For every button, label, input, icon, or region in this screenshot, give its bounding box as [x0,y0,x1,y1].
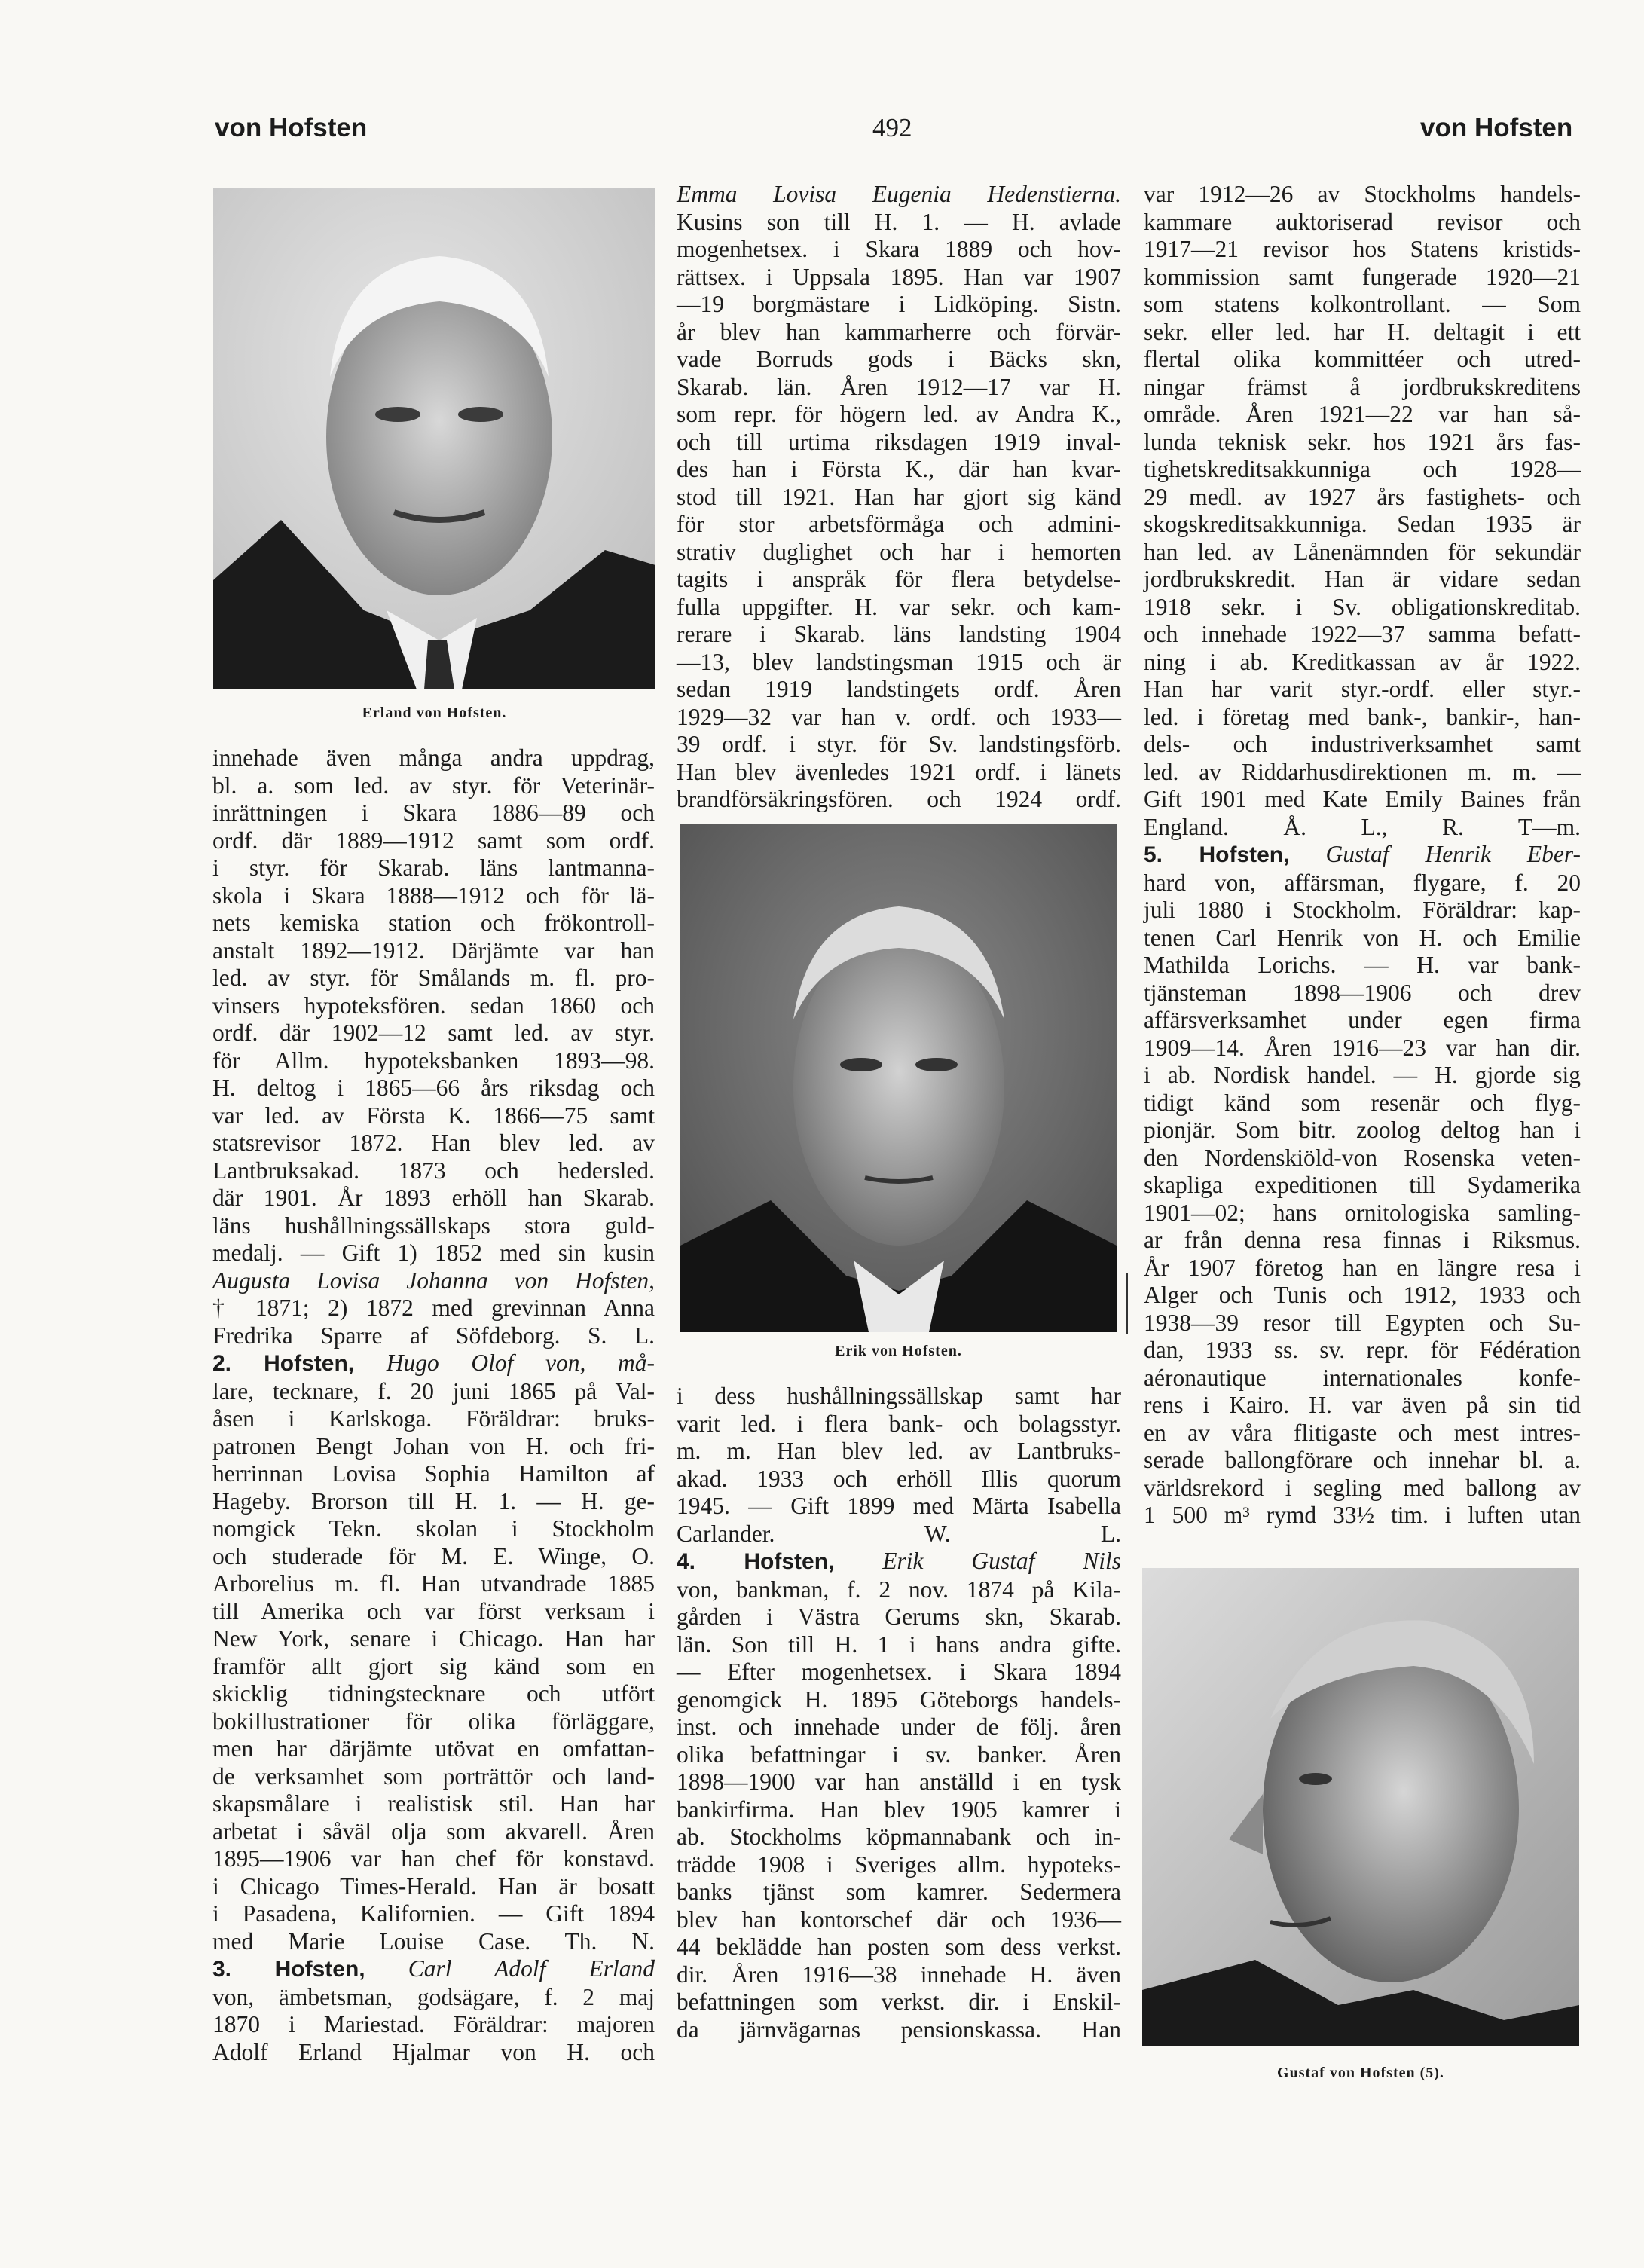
text-line: Skarab. län. Åren 1912—17 var H. [677,373,1121,400]
text-line: befattningen som verkst. dir. i Enskil- [677,1988,1121,2015]
text-line: skicklig tidningstecknare och utfört [212,1680,655,1707]
text-line: med Marie Louise Case. Th. N. [212,1927,655,1955]
text-line: Emma Lovisa Eugenia Hedenstierna. [677,181,1121,207]
text-line: innehade även många andra uppdrag, [212,744,655,771]
text-line: han led. av Lånenämnden för sekundär [1144,538,1581,565]
text-line: den Nordenskiöld-von Rosenska veten- [1144,1144,1581,1171]
text-line: anstalt 1892—1912. Därjämte var han [212,937,655,964]
text-line: jordbrukskredit. Han är vidare sedan [1144,566,1581,592]
text-line: serade ballongförare och innehar bl. a. [1144,1447,1581,1473]
text-line: bankirfirma. Han blev 1905 kamrer i [677,1796,1121,1823]
text-line: banks tjänst som kamrer. Sedermera [677,1878,1121,1905]
text-line: da järnvägarnas pensionskassa. Han [677,2016,1121,2043]
text-line: skola i Skara 1888—1912 och för lä- [212,882,655,909]
text-line: dels- och industriverksamhet samt [1144,731,1581,757]
text-line: som repr. för högern led. av Andra K., [677,401,1121,427]
text-line: i Chicago Times-Herald. Han är bosatt [212,1872,655,1900]
text-line: 1909—14. Åren 1916—23 var han dir. [1144,1034,1581,1061]
text-line: skapliga expeditionen till Sydamerika [1144,1172,1581,1198]
text-line: Gift 1901 med Kate Emily Baines från [1144,786,1581,812]
text-line: var led. av Första K. 1866—75 samt [212,1102,655,1129]
text-line: Adolf Erland Hjalmar von H. och [212,2038,655,2065]
text-line: år blev han kammarherre och förvär- [677,318,1121,345]
text-line: och innehade 1922—37 samma befatt- [1144,621,1581,647]
text-line: världsrekord i segling med ballong av [1144,1474,1581,1501]
text-line: brandförsäkringsfören. och 1924 ordf. [677,786,1121,812]
text-column-3 [1144,181,1581,1530]
text-line: ning i ab. Kreditkassan av år 1922. [1144,648,1581,675]
entry-number: 2. Hofsten, [212,1351,355,1376]
text-line: lunda teknisk sekr. hos 1921 års fas- [1144,428,1581,455]
text-line: område. Åren 1921—22 var han så- [1144,401,1581,427]
text-line: medalj. — Gift 1) 1852 med sin kusin [212,1239,655,1266]
text-line: rättsex. i Uppsala 1895. Han var 1907 [677,263,1121,290]
photo-caption-erland: Erland von Hofsten. [362,705,507,721]
text-line: herrinnan Lovisa Sophia Hamilton af [212,1460,655,1487]
portrait-photo-erik [680,824,1117,1332]
entry-name: Hugo Olof von, må- [354,1349,655,1376]
text-line: H. deltog i 1865—66 års riksdag och [212,1074,655,1101]
text-line: tidigt känd som resenär och flyg- [1144,1089,1581,1116]
text-line: i ab. Nordisk handel. — H. gjorde sig [1144,1062,1581,1088]
running-header-right: von Hofsten [1420,113,1573,142]
text-line: genomgick H. 1895 Göteborgs handels- [677,1686,1121,1713]
entry-heading-5 [1144,841,1581,870]
text-line: 1938—39 resor till Egypten och Su- [1144,1309,1581,1336]
entry-name: Carl Adolf Erland [365,1955,655,1982]
text-line: ar från denna resa finnas i Riksmus. [1144,1227,1581,1253]
page-number: 492 [872,113,912,142]
text-line: Han har varit styr.-ordf. eller styr.- [1144,676,1581,702]
text-line: —19 borgmästare i Lidköping. Sistn. [677,291,1121,317]
text-line: blev han kontorschef där och 1936— [677,1906,1121,1933]
text-line: dir. Åren 1916—38 innehade H. även [677,1961,1121,1988]
text-line: led. i företag med bank-, bankir-, han- [1144,703,1581,730]
margin-rule [1126,1273,1128,1334]
portrait-photo-erland [213,188,655,689]
text-line: för stor arbetsförmåga och admini- [677,511,1121,537]
entry-number: 4. Hofsten, [677,1549,835,1574]
text-line: Alger och Tunis och 1912, 1933 och [1144,1282,1581,1308]
text-line: År 1907 företog han en längre resa i [1144,1254,1581,1281]
text-line: 44 beklädde han posten som dess verkst. [677,1933,1121,1960]
text-line: led. av Riddarhusdirektionen m. m. — [1144,758,1581,785]
text-line: en av våra flitigaste och mest intres- [1144,1419,1581,1446]
text-line: tenen Carl Henrik von H. och Emilie [1144,924,1581,951]
text-line: des han i Första K., där han kvar- [677,456,1121,482]
text-line: Fredrika Sparre af Söfdeborg. S. L. [212,1322,655,1349]
text-line: olika befattningar i sv. banker. Åren [677,1741,1121,1768]
text-line: tighetskreditsakkunniga och 1928— [1144,456,1581,482]
text-line: 1929—32 var han v. ordf. och 1933— [677,703,1121,730]
entry-heading-4 [677,1548,1121,1576]
text-line: 1895—1906 var han chef för konstavd. [212,1845,655,1872]
text-line: Lantbruksakad. 1873 och hedersled. [212,1157,655,1184]
entry-name: Erik Gustaf Nils [834,1548,1121,1574]
text-line: akad. 1933 och erhöll Illis quorum [677,1465,1121,1492]
text-line: Han blev ävenledes 1921 ordf. i länets [677,758,1121,785]
text-line: för Allm. hypoteksbanken 1893—98. [212,1047,655,1074]
text-line: vade Borruds gods i Bäcks skn, [677,346,1121,372]
text-line: affärsverksamhet under egen firma [1144,1007,1581,1033]
text-line: m. m. Han blev led. av Lantbruks- [677,1438,1121,1464]
text-line: där 1901. År 1893 erhöll han Skarab. [212,1184,655,1211]
text-line: län. Son till H. 1 i hans andra gifte. [677,1631,1121,1658]
text-line: 1901—02; hans ornitologiska samling- [1144,1199,1581,1226]
text-line: 1917—21 revisor hos Statens kristids- [1144,236,1581,262]
text-line: arbetat i såväl olja som akvarell. Åren [212,1817,655,1845]
text-line: tjänsteman 1898—1906 och drev [1144,979,1581,1006]
running-header-left: von Hofsten [215,113,368,142]
text-line: aéronautique internationales konfe- [1144,1364,1581,1391]
text-line: Kusins son till H. 1. — H. avlade [677,208,1121,235]
portrait-photo-gustaf [1142,1568,1579,2046]
text-line: — Efter mogenhetsex. i Skara 1894 [677,1658,1121,1685]
text-line: 1898—1900 var han anställd i en tysk [677,1768,1121,1795]
text-line: strativ duglighet och har i hemorten [677,538,1121,565]
text-line: rerare i Skarab. läns landsting 1904 [677,621,1121,647]
text-line: von, bankman, f. 2 nov. 1874 på Kila- [677,1576,1121,1603]
text-line: inst. och innehade under de följ. åren [677,1713,1121,1740]
text-line: gården i Västra Gerums skn, Skarab. [677,1603,1121,1630]
text-line: von, ämbetsman, godsägare, f. 2 maj [212,1983,655,2010]
text-line: i dess hushållningssällskap samt har [677,1383,1121,1409]
text-line: 29 medl. av 1927 års fastighets- och [1144,483,1581,510]
entry-name: Gustaf Henrik Eber- [1289,841,1581,867]
text-line: dan, 1933 ss. sv. repr. för Fédération [1144,1337,1581,1363]
text-line: Carlander. W. L. [677,1520,1121,1547]
text-line: pionjär. Som bitr. zoolog deltog han i [1144,1117,1581,1143]
text-line: ningar främst å jordbrukskreditens [1144,373,1581,400]
entry-number: 5. Hofsten, [1144,842,1290,867]
text-line: bokillustrationer för olika förläggare, [212,1707,655,1735]
text-line: —13, blev landstingsman 1915 och är [677,648,1121,675]
text-line: men har därjämte utövat en omfattan- [212,1735,655,1762]
text-line: trädde 1908 i Sveriges allm. hypoteks- [677,1851,1121,1878]
text-line: i styr. för Skarab. läns lantmanna- [212,854,655,881]
text-line: 1 500 m³ rymd 33½ tim. i luften utan [1144,1502,1581,1528]
text-line: skogskreditsakkunniga. Sedan 1935 är [1144,511,1581,537]
text-line: de verksamhet som porträttör och land- [212,1762,655,1790]
text-line: England. Å. L., R. T—m. [1144,813,1581,840]
text-line: läns hushållningssällskaps stora guld- [212,1212,655,1239]
text-line: Mathilda Lorichs. — H. var bank- [1144,952,1581,978]
text-line: Augusta Lovisa Johanna von Hofsten, [212,1267,655,1294]
entry-heading-2 [212,1349,655,1378]
text-line: framför allt gjort sig känd som en [212,1652,655,1680]
text-line: lare, tecknare, f. 20 juni 1865 på Val- [212,1377,655,1405]
text-line: kommission samt fungerade 1920—21 [1144,263,1581,290]
text-line: flertal olika kommittéer och utred- [1144,346,1581,372]
text-line: sedan 1919 landstingets ordf. Åren [677,676,1121,702]
text-line: led. av styr. för Smålands m. fl. pro- [212,964,655,991]
text-line: vinsers hypoteksfören. sedan 1860 och [212,992,655,1019]
text-line: 1945. — Gift 1899 med Märta Isabella [677,1493,1121,1519]
text-line: ordf. där 1889—1912 samt som ordf. [212,827,655,854]
text-line: 1918 sekr. i Sv. obligationskreditab. [1144,593,1581,620]
text-line: kammare auktoriserad revisor och [1144,208,1581,235]
text-line: och studerade för M. E. Winge, O. [212,1542,655,1570]
text-line: Arborelius m. fl. Han utvandrade 1885 [212,1570,655,1597]
text-line: patronen Bengt Johan von H. och fri- [212,1432,655,1460]
text-line: sekr. eller led. har H. deltagit i ett [1144,318,1581,345]
text-line: rens i Kairo. H. var även på sin tid [1144,1392,1581,1418]
text-line: statsrevisor 1872. Han blev led. av [212,1129,655,1156]
text-line: hard von, affärsman, flygare, f. 20 [1144,869,1581,896]
photo-caption-erik: Erik von Hofsten. [835,1343,962,1359]
text-column-2-lower [677,1383,1121,2043]
text-line: 39 ordf. i styr. för Sv. landstingsförb. [677,731,1121,757]
text-line: åsen i Karlskoga. Föräldrar: bruks- [212,1405,655,1432]
text-line: inrättningen i Skara 1886—89 och [212,799,655,826]
text-line: skapsmålare i realistisk stil. Han har [212,1790,655,1817]
text-column-2 [677,181,1121,814]
text-line: bl. a. som led. av styr. för Veterinär- [212,772,655,799]
entry-heading-3 [212,1955,655,1984]
text-line: New York, senare i Chicago. Han har [212,1625,655,1652]
text-column-1 [212,744,655,2066]
entry-number: 3. Hofsten, [212,1957,365,1982]
text-line: nets kemiska station och frökontroll- [212,909,655,936]
text-line: varit led. i flera bank- och bolagsstyr. [677,1410,1121,1437]
photo-caption-gustaf: Gustaf von Hofsten (5). [1277,2065,1444,2081]
text-line: nomgick Tekn. skolan i Stockholm [212,1515,655,1542]
text-line: 1870 i Mariestad. Föräldrar: majoren [212,2011,655,2037]
text-line: stod till 1921. Han har gjort sig känd [677,483,1121,510]
text-line: var 1912—26 av Stockholms handels- [1144,181,1581,207]
text-line: ordf. där 1902—12 samt led. av styr. [212,1019,655,1046]
text-line: Hageby. Brorson till H. 1. — H. ge- [212,1487,655,1515]
text-line: mogenhetsex. i Skara 1889 och hov- [677,236,1121,262]
text-line: † 1871; 2) 1872 med grevinnan Anna [212,1294,655,1321]
text-line: till Amerika och var först verksam i [212,1597,655,1625]
text-line: juli 1880 i Stockholm. Föräldrar: kap- [1144,897,1581,923]
text-line: som statens kolkontrollant. — Som [1144,291,1581,317]
text-line: i Pasadena, Kalifornien. — Gift 1894 [212,1900,655,1927]
text-line: och till urtima riksdagen 1919 inval- [677,428,1121,455]
text-line: ab. Stockholms köpmannabank och in- [677,1823,1121,1850]
text-line: tagits i anspråk för flera betydelse- [677,566,1121,592]
text-line: fulla uppgifter. H. var sekr. och kam- [677,593,1121,620]
